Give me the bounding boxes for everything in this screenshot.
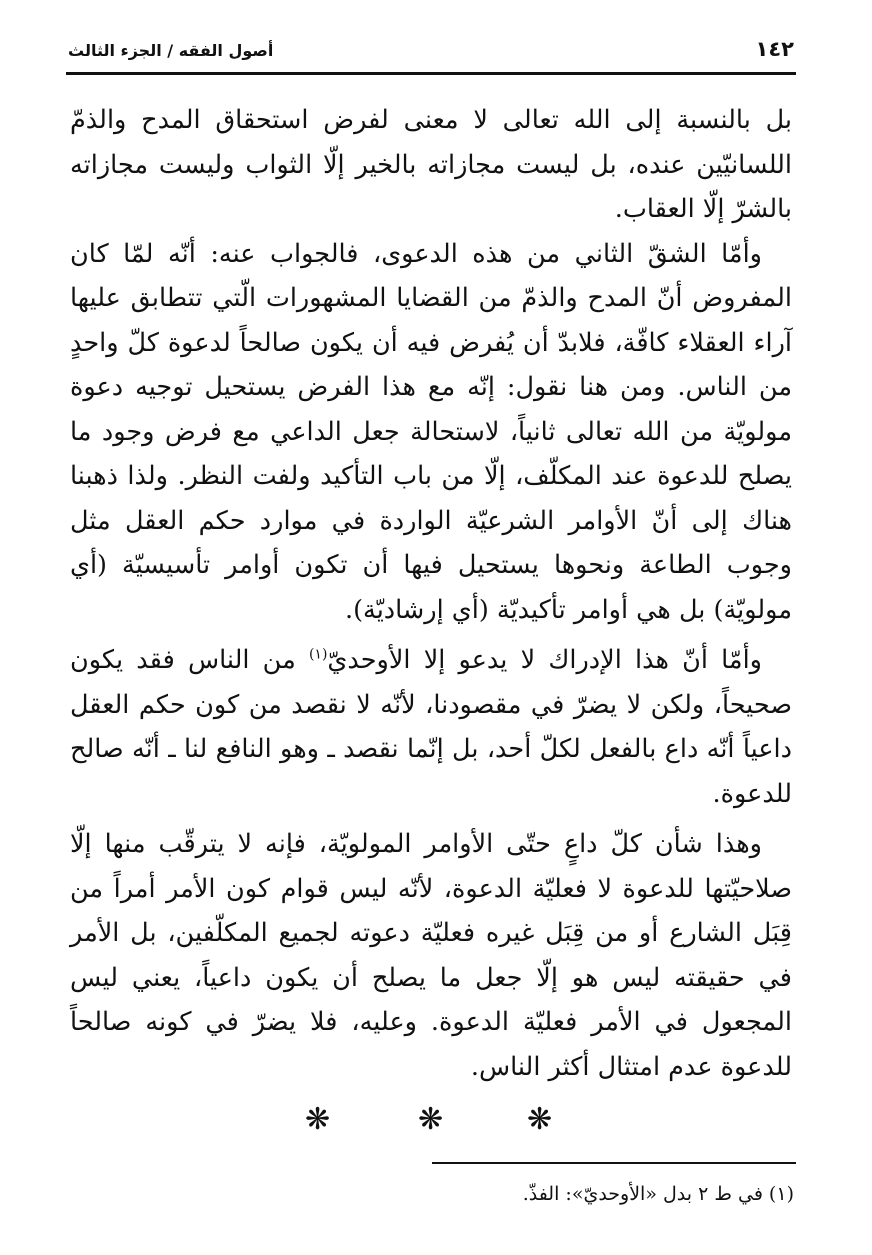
main-text [70,98,792,1089]
section-separator [0,1102,872,1142]
paragraph-3 [70,638,792,816]
paragraph-4: وهذا شأن كلّ داعٍ حتّى الأوامر المولويّة، فإنه لا يترقّب منها إلّا صلاحيّتها للدعوة لا فعليّة الدعوة، لأنّه ليس قوام كون الأمر أمراً من قِبَل الشارع أو من قِبَل غيره فعليّة دعوته لجميع المكلّفين، بل الأمر في حقيقته ليس هو إلّا جعل ما يصلح أن يكون داعياً، يعني ليس المجعول في الأمر فعليّة الدعوة. وعليه، فلا يضرّ في كونه صالحاً للدعوة عدم امتثال أكثر الناس. [70,829,792,1082]
asterism-icon: ❋ [527,1102,553,1137]
footnote-rule [432,1162,796,1164]
asterism-icon: ❋ [305,1102,331,1137]
asterism-icon: ❋ [418,1102,444,1137]
page-header [66,34,796,70]
footnote-reference: (١) [308,646,328,663]
footnote: (١) في ط ٢ بدل «الأوحديّ»: الفذّ. [522,1183,794,1205]
running-title: أصول الفقه / الجزء الثالث [68,41,274,60]
paragraph-3-rest: من الناس فقد يكون صحيحاً، ولكن لا يضرّ في مقصودنا، لأنّه لا نقصد من كون حكم العقل داعياً أنّه داع بالفعل لكلّ أحد، بل إنّما نقصد ـ وهو النافع لنا ـ أنّه صالح للدعوة. [70,645,792,809]
paragraph-1: بل بالنسبة إلى الله تعالى لا معنى لفرض استحقاق المدح والذمّ اللسانيّين عنده، بل ليست مجازاته بالخير إلّا الثواب وليست مجازاته بالشرّ إلّا العقاب. [70,105,792,224]
page-number: ١٤٢ [755,37,794,61]
paragraph-2: وأمّا الشقّ الثاني من هذه الدعوى، فالجواب عنه: أنّه لمّا كان المفروض أنّ المدح والذمّ من القضايا المشهورات الّتي تتطابق عليها آراء العقلاء كافّة، فلابدّ أن يُفرض فيه أن يكون صالحاً لدعوة كلّ واحدٍ من الناس. ومن هنا نقول: إنّه مع هذا الفرض يستحيل توجيه دعوة مولويّة من الله تعالى ثانياً، لاستحالة جعل الداعي مع فرض وجود ما يصلح للدعوة عند المكلّف، إلّا من باب التأكيد ولفت النظر. ولذا ذهبنا هناك إلى أنّ الأوامر الشرعيّة الواردة في موارد حكم العقل مثل وجوب الطاعة ونحوها يستحيل فيها أن تكون أوامر تأسيسيّة (أي مولويّة) بل هي أوامر تأكيديّة (أي إرشاديّة). [70,238,792,625]
paragraph-3-start: وأمّا أنّ هذا الإدراك لا يدعو إلا الأوحديّ [327,645,762,675]
header-rule [66,72,796,75]
